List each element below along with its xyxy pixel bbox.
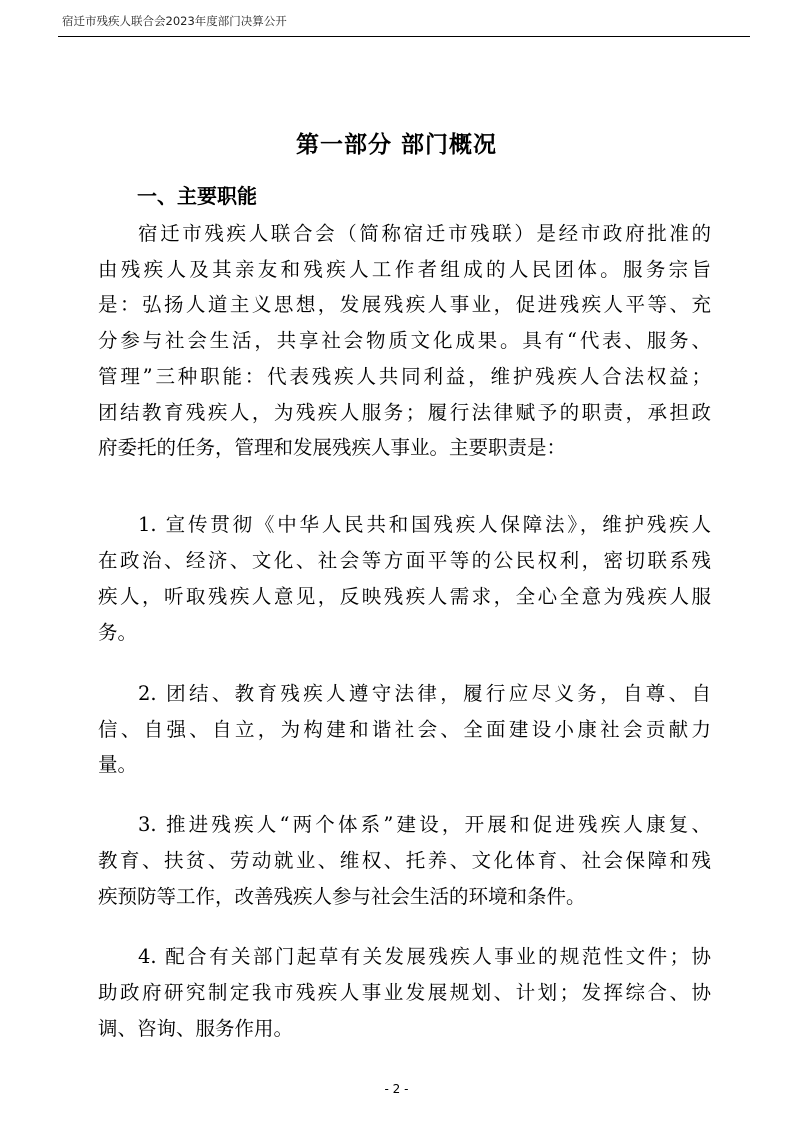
duty-item-3-line: 3. 推进残疾人“两个体系”建设，开展和促进残疾人康复、 xyxy=(138,813,711,836)
intro-paragraph-line: 是：弘扬人道主义思想，发展残疾人事业，促进残疾人平等、充 xyxy=(98,293,711,316)
duty-item-1-line: 疾人，听取残疾人意见，反映残疾人需求，全心全意为残疾人服 xyxy=(98,585,711,608)
page-number: - 2 - xyxy=(384,1082,409,1096)
intro-paragraph-line: 府委托的任务，管理和发展残疾人事业。主要职责是： xyxy=(98,436,567,459)
duty-item-4-line: 助政府研究制定我市残疾人事业发展规划、计划；发挥综合、协 xyxy=(98,981,711,1004)
duty-item-3-line: 教育、扶贫、劳动就业、维权、托养、文化体育、社会保障和残 xyxy=(98,849,711,872)
duty-item-1-line: 务。 xyxy=(98,621,138,644)
header-divider xyxy=(58,36,750,37)
duty-item-4-line: 调、咨询、服务作用。 xyxy=(98,1017,294,1040)
duty-item-2-line: 2. 团结、教育残疾人遵守法律，履行应尽义务，自尊、自 xyxy=(138,682,711,705)
duty-item-3-line: 疾预防等工作，改善残疾人参与社会生活的环境和条件。 xyxy=(98,885,586,908)
section-title: 第一部分 部门概况 xyxy=(295,132,497,158)
intro-paragraph-line: 管理”三种职能：代表残疾人共同利益，维护残疾人合法权益； xyxy=(98,365,711,388)
intro-paragraph-line: 宿迁市残疾人联合会（简称宿迁市残联）是经市政府批准的 xyxy=(138,222,711,245)
duty-item-1-line: 在政治、经济、文化、社会等方面平等的公民权利，密切联系残 xyxy=(98,549,711,572)
intro-paragraph-line: 团结教育残疾人，为残疾人服务；履行法律赋予的职责，承担政 xyxy=(98,401,711,424)
intro-paragraph-line: 由残疾人及其亲友和残疾人工作者组成的人民团体。服务宗旨 xyxy=(98,258,711,281)
running-header: 宿迁市残疾人联合会2023年度部门决算公开 xyxy=(62,14,287,28)
intro-paragraph-line: 分参与社会生活，共享社会物质文化成果。具有“代表、服务、 xyxy=(98,329,711,352)
duty-item-1-line: 1. 宣传贯彻《中华人民共和国残疾人保障法》，维护残疾人 xyxy=(138,513,711,536)
duty-item-2-line: 信、自强、自立，为构建和谐社会、全面建设小康社会贡献力 xyxy=(98,718,711,741)
duty-item-4-line: 4. 配合有关部门起草有关发展残疾人事业的规范性文件；协 xyxy=(138,945,711,968)
duty-item-2-line: 量。 xyxy=(98,753,138,776)
subsection-title: 一、主要职能 xyxy=(137,184,257,208)
